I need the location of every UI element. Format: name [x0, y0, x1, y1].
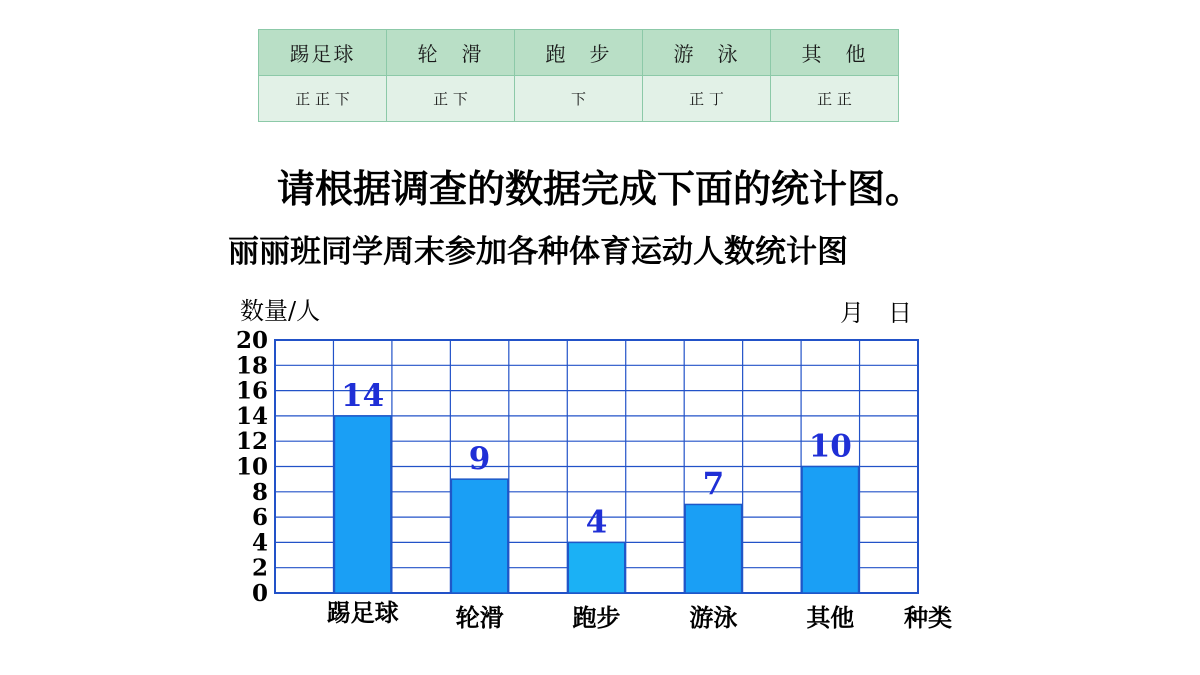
bar: [334, 416, 390, 593]
tally-mark-cell: 下: [515, 76, 643, 122]
x-tick-label: 跑步: [572, 603, 621, 632]
date-label: 月 日: [840, 299, 912, 327]
bar: [802, 467, 858, 594]
x-tick-label: 其他: [806, 603, 855, 632]
y-tick-label: 12: [235, 428, 268, 456]
y-tick-label: 10: [235, 453, 268, 481]
bar-value-label: 4: [585, 504, 608, 541]
bar-value-label: 9: [468, 441, 491, 478]
y-tick-label: 2: [251, 554, 268, 582]
x-tick-label: 轮滑: [455, 603, 504, 632]
bar: [451, 479, 507, 593]
y-tick-label: 14: [235, 402, 268, 430]
tally-mark-cell: 正 下: [387, 76, 515, 122]
y-tick-label: 0: [251, 580, 268, 607]
y-tick-label: 6: [251, 504, 268, 532]
tally-mark-cell: 正 正: [771, 76, 899, 122]
y-tick-label: 4: [251, 529, 268, 557]
tally-header-cell: 踢足球: [259, 30, 387, 76]
tally-header-cell: 其 他: [771, 30, 899, 76]
x-axis-label: 种类: [904, 603, 952, 632]
y-axis-label: 数量/人: [240, 297, 321, 325]
tally-header-cell: 轮 滑: [387, 30, 515, 76]
bar: [685, 504, 741, 593]
chart-title: 丽丽班同学周末参加各种体育运动人数统计图: [228, 234, 848, 270]
tally-mark-cell: 正 正 下: [259, 76, 387, 122]
bar-value-label: 10: [808, 428, 852, 465]
tally-mark-cell: 正 丁: [643, 76, 771, 122]
y-tick-label: 8: [251, 478, 268, 506]
tally-header-cell: 跑 步: [515, 30, 643, 76]
y-tick-label: 20: [235, 327, 268, 354]
bar-value-label: 14: [341, 377, 385, 414]
x-tick-label: 游泳: [689, 603, 738, 632]
x-tick-label: 踢足球: [326, 598, 399, 627]
bar-value-label: 7: [702, 466, 725, 503]
tally-header-cell: 游 泳: [643, 30, 771, 76]
instruction-text: 请根据调查的数据完成下面的统计图。: [276, 167, 923, 211]
y-tick-label: 18: [235, 352, 268, 380]
y-tick-label: 16: [235, 377, 268, 405]
bar: [568, 542, 624, 593]
